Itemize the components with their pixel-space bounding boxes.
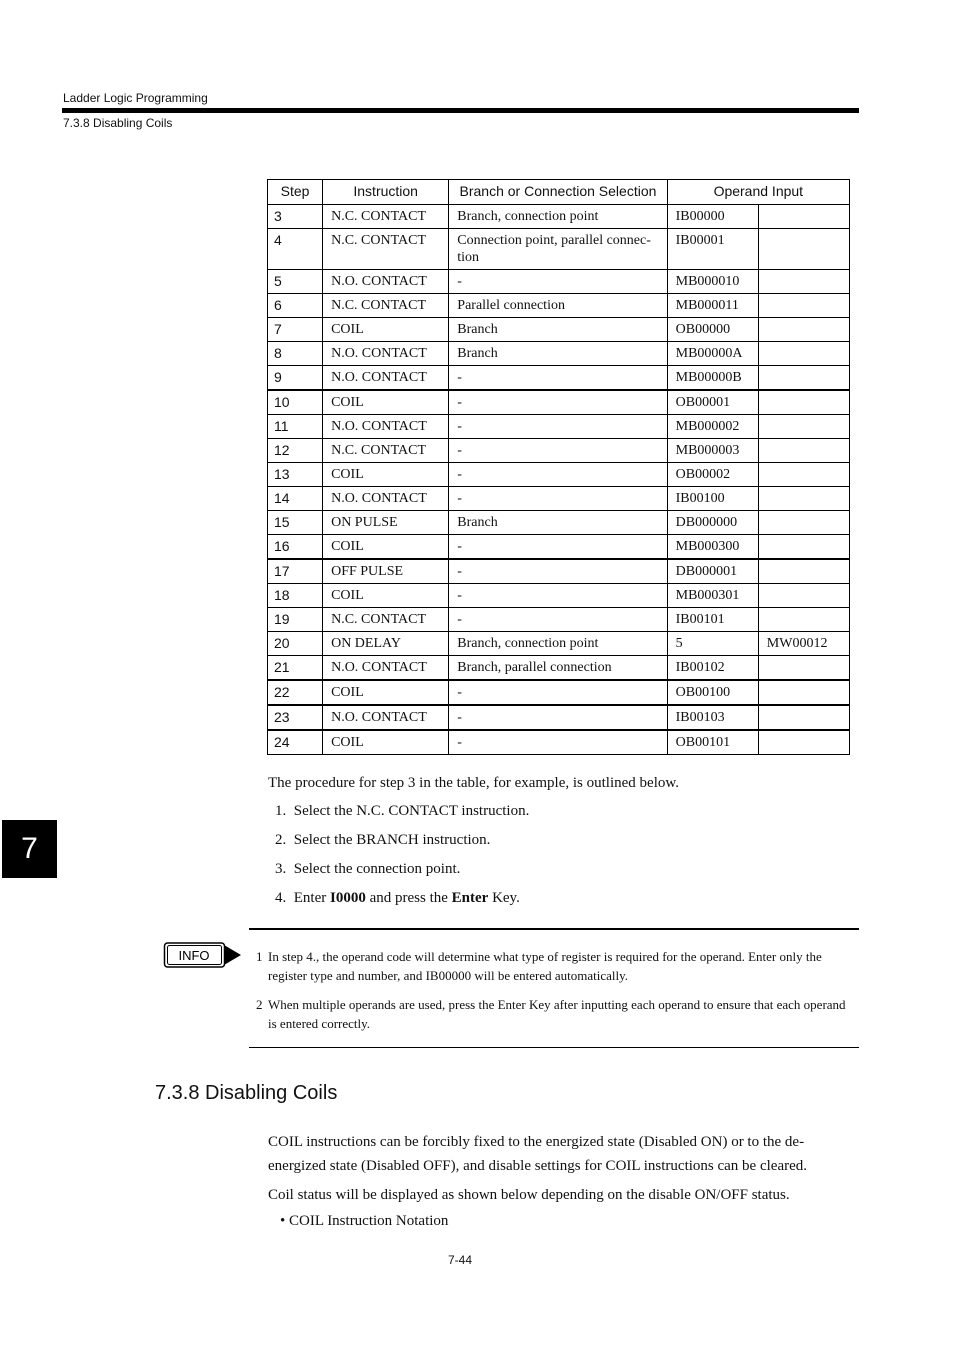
table-row <box>268 342 850 366</box>
table-row <box>268 270 850 294</box>
cell-step: 8 <box>268 342 323 366</box>
cell-operand-2 <box>758 584 849 608</box>
step-text: Select the N.C. CONTACT instruction. <box>293 803 530 819</box>
cell-branch: Connection point, parallel connec- tion <box>449 229 667 270</box>
table-header-row <box>268 180 850 205</box>
cell-operand-1: MB000010 <box>667 270 758 294</box>
table-row <box>268 463 850 487</box>
cell-instruction: N.C. CONTACT <box>323 608 449 632</box>
cell-step: 22 <box>268 680 323 705</box>
cell-operand-1: MB00000B <box>667 366 758 391</box>
cell-instruction: N.C. CONTACT <box>323 294 449 318</box>
cell-step: 12 <box>268 439 323 463</box>
table-row <box>268 390 850 415</box>
cell-instruction: N.O. CONTACT <box>323 270 449 294</box>
note-text: In step 4., the operand code will determine what type of register is required for the operand. Enter only the register type and number, and IB00000 will be entered automatically. <box>268 949 822 983</box>
cell-branch: Branch <box>449 318 667 342</box>
cell-operand-1: OB00100 <box>667 680 758 705</box>
cell-operand-1: OB00002 <box>667 463 758 487</box>
cell-operand-1: MB000011 <box>667 294 758 318</box>
cell-operand-2 <box>758 463 849 487</box>
cell-step: 6 <box>268 294 323 318</box>
cell-branch: Parallel connection <box>449 294 667 318</box>
cell-instruction: N.O. CONTACT <box>323 342 449 366</box>
cell-branch: - <box>449 730 667 755</box>
cell-operand-2 <box>758 656 849 681</box>
info-note-2 <box>256 995 856 1033</box>
cell-step: 21 <box>268 656 323 681</box>
cell-step: 17 <box>268 559 323 584</box>
cell-instruction: COIL <box>323 390 449 415</box>
cell-branch: - <box>449 463 667 487</box>
cell-step: 18 <box>268 584 323 608</box>
cell-operand-1: IB00103 <box>667 705 758 730</box>
section-paragraph-1: COIL instructions can be forcibly fixed to the energized state (Disabled ON) or to the de-energized state (Disabled OFF), and disable settings for COIL instructions can be cleared. <box>268 1134 808 1174</box>
cell-operand-1: OB00001 <box>667 390 758 415</box>
cell-operand-2 <box>758 318 849 342</box>
cell-operand-1: MB000002 <box>667 415 758 439</box>
info-rule-bottom <box>249 1047 859 1048</box>
cell-operand-1: 5 <box>667 632 758 656</box>
table-row <box>268 205 850 229</box>
cell-branch: - <box>449 270 667 294</box>
chapter-tab: 7 <box>2 820 57 878</box>
cell-branch: Branch <box>449 511 667 535</box>
step-number: 2. <box>275 832 287 848</box>
section-heading: 7.3.8 Disabling Coils <box>155 1082 338 1104</box>
cell-instruction: N.O. CONTACT <box>323 656 449 681</box>
cell-instruction: COIL <box>323 318 449 342</box>
table-row <box>268 487 850 511</box>
cell-instruction: COIL <box>323 730 449 755</box>
step-text-post: Key. <box>488 890 520 906</box>
steps-table <box>267 179 850 755</box>
cell-step: 3 <box>268 205 323 229</box>
page-number: 7-44 <box>448 1253 473 1267</box>
cell-operand-2 <box>758 294 849 318</box>
cell-operand-1: MB000301 <box>667 584 758 608</box>
cell-operand-2 <box>758 439 849 463</box>
cell-operand-1: IB00001 <box>667 229 758 270</box>
cell-operand-1: MB00000A <box>667 342 758 366</box>
info-note-1 <box>256 947 856 985</box>
cell-step: 5 <box>268 270 323 294</box>
cell-instruction: N.O. CONTACT <box>323 487 449 511</box>
table-row <box>268 705 850 730</box>
table-row <box>268 584 850 608</box>
cell-branch: - <box>449 415 667 439</box>
cell-branch: Branch <box>449 342 667 366</box>
procedure-step-3 <box>275 861 460 878</box>
cell-instruction: ON PULSE <box>323 511 449 535</box>
table-row <box>268 680 850 705</box>
cell-operand-2 <box>758 608 849 632</box>
step-number: 3. <box>275 861 287 877</box>
table-row <box>268 294 850 318</box>
table-row <box>268 535 850 560</box>
cell-operand-2 <box>758 270 849 294</box>
bullet-item: • COIL Instruction Notation <box>280 1213 449 1229</box>
procedure-step-2 <box>275 832 490 849</box>
cell-instruction: N.O. CONTACT <box>323 366 449 391</box>
cell-operand-1: IB00100 <box>667 487 758 511</box>
cell-step: 19 <box>268 608 323 632</box>
cell-step: 13 <box>268 463 323 487</box>
table-row <box>268 415 850 439</box>
cell-instruction: N.C. CONTACT <box>323 205 449 229</box>
cell-branch: - <box>449 535 667 560</box>
table-row <box>268 229 850 270</box>
cell-instruction: ON DELAY <box>323 632 449 656</box>
step-text-pre: Enter <box>293 890 330 906</box>
table-row <box>268 366 850 391</box>
step-number: 1. <box>275 803 287 819</box>
table-row <box>268 559 850 584</box>
cell-instruction: COIL <box>323 535 449 560</box>
table-row <box>268 511 850 535</box>
cell-step: 7 <box>268 318 323 342</box>
cell-operand-1: IB00101 <box>667 608 758 632</box>
cell-operand-1: IB00102 <box>667 656 758 681</box>
cell-step: 16 <box>268 535 323 560</box>
section-paragraph-2: Coil status will be displayed as shown below depending on the disable ON/OFF status. <box>268 1187 790 1203</box>
cell-instruction: COIL <box>323 584 449 608</box>
cell-instruction: N.C. CONTACT <box>323 229 449 270</box>
cell-branch: - <box>449 608 667 632</box>
cell-operand-1: OB00101 <box>667 730 758 755</box>
cell-branch: - <box>449 366 667 391</box>
cell-operand-2 <box>758 705 849 730</box>
note-number: 1 <box>256 949 263 964</box>
step-number: 4. <box>275 890 287 906</box>
cell-operand-2 <box>758 511 849 535</box>
cell-operand-2 <box>758 205 849 229</box>
operand-code: I0000 <box>329 890 366 906</box>
info-rule-top <box>249 928 859 930</box>
cell-instruction: N.C. CONTACT <box>323 439 449 463</box>
table-body <box>268 205 850 755</box>
cell-operand-2 <box>758 366 849 391</box>
cell-branch: Branch, parallel connection <box>449 656 667 681</box>
cell-branch: Branch, connection point <box>449 632 667 656</box>
note-number: 2 <box>256 997 263 1012</box>
cell-branch: - <box>449 439 667 463</box>
cell-operand-2: MW00012 <box>758 632 849 656</box>
cell-operand-1: MB000300 <box>667 535 758 560</box>
info-icon <box>163 940 243 970</box>
cell-operand-1: IB00000 <box>667 205 758 229</box>
table-row <box>268 656 850 681</box>
cell-step: 15 <box>268 511 323 535</box>
cell-step: 11 <box>268 415 323 439</box>
cell-instruction: OFF PULSE <box>323 559 449 584</box>
cell-step: 9 <box>268 366 323 391</box>
cell-operand-2 <box>758 229 849 270</box>
header-rule <box>62 108 859 113</box>
step-text-mid: and press the <box>365 890 452 906</box>
note-text: When multiple operands are used, press the Enter Key after inputting each operand to ensure that each operand is entered correctly. <box>268 997 846 1031</box>
cell-instruction: N.O. CONTACT <box>323 705 449 730</box>
cell-operand-1: OB00000 <box>667 318 758 342</box>
table-row <box>268 730 850 755</box>
running-header-subsection: 7.3.8 Disabling Coils <box>63 116 173 130</box>
cell-branch: - <box>449 680 667 705</box>
cell-step: 10 <box>268 390 323 415</box>
table-row <box>268 608 850 632</box>
cell-branch: Branch, connection point <box>449 205 667 229</box>
cell-branch: - <box>449 559 667 584</box>
col-header-branch: Branch or Connection Selection <box>449 180 667 205</box>
cell-operand-2 <box>758 730 849 755</box>
cell-branch: - <box>449 705 667 730</box>
procedure-intro: The procedure for step 3 in the table, for example, is outlined below. <box>268 775 679 791</box>
step-text: Select the BRANCH instruction. <box>293 832 491 848</box>
cell-step: 14 <box>268 487 323 511</box>
info-icon-label: INFO <box>178 948 210 963</box>
cell-operand-2 <box>758 342 849 366</box>
table-row <box>268 439 850 463</box>
cell-operand-2 <box>758 415 849 439</box>
cell-step: 20 <box>268 632 323 656</box>
cell-operand-2 <box>758 559 849 584</box>
cell-instruction: COIL <box>323 680 449 705</box>
enter-key-label: Enter <box>451 890 489 906</box>
cell-step: 24 <box>268 730 323 755</box>
table-row <box>268 318 850 342</box>
step-text: Select the connection point. <box>293 861 461 877</box>
cell-operand-2 <box>758 535 849 560</box>
cell-instruction: COIL <box>323 463 449 487</box>
procedure-step-1 <box>275 803 529 820</box>
col-header-instruction: Instruction <box>323 180 449 205</box>
procedure-step-4 <box>275 890 520 907</box>
running-header-title: Ladder Logic Programming <box>63 91 208 105</box>
cell-operand-2 <box>758 390 849 415</box>
cell-operand-2 <box>758 487 849 511</box>
col-header-operand: Operand Input <box>667 180 849 205</box>
table-row <box>268 632 850 656</box>
cell-instruction: N.O. CONTACT <box>323 415 449 439</box>
col-header-step: Step <box>268 180 323 205</box>
cell-branch: - <box>449 584 667 608</box>
cell-step: 23 <box>268 705 323 730</box>
cell-branch: - <box>449 390 667 415</box>
cell-operand-2 <box>758 680 849 705</box>
cell-operand-1: DB000000 <box>667 511 758 535</box>
cell-branch: - <box>449 487 667 511</box>
cell-operand-1: MB000003 <box>667 439 758 463</box>
cell-step: 4 <box>268 229 323 270</box>
cell-operand-1: DB000001 <box>667 559 758 584</box>
